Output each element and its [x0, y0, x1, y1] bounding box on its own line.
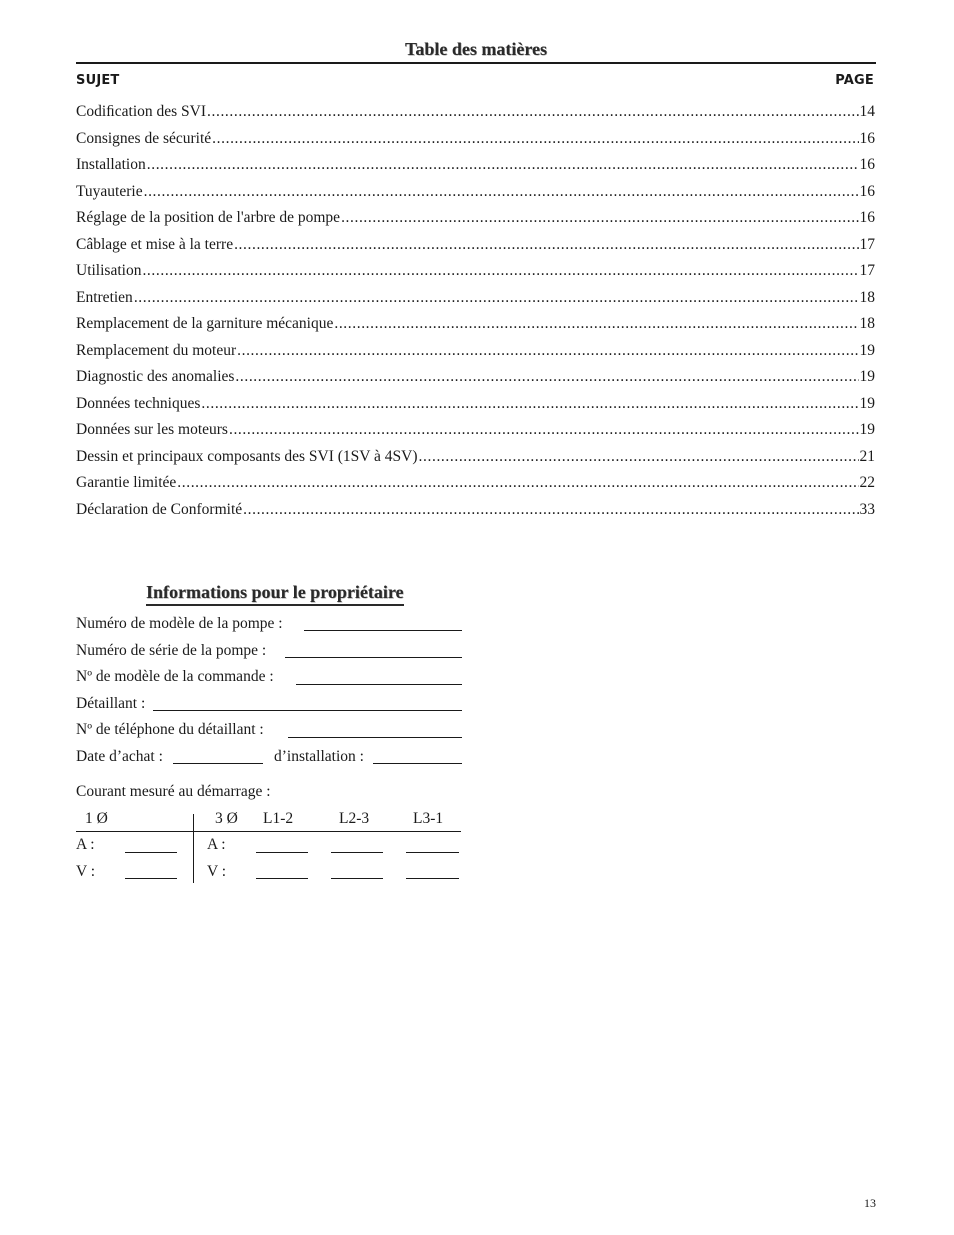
- toc-entry-label: Réglage de la position de l'arbre de pompe: [76, 209, 341, 226]
- toc-entry-page: 16: [859, 182, 875, 200]
- dealer-phone-field: [76, 721, 264, 739]
- toc-entry-page: 22: [859, 474, 875, 491]
- dealer-blank[interactable]: [153, 710, 462, 711]
- purchase-date-field: [76, 748, 163, 766]
- single-phase-amps-blank[interactable]: [125, 852, 177, 853]
- single-phase-volts-label: V :: [76, 863, 96, 880]
- amps-l23-blank[interactable]: [331, 852, 383, 853]
- toc-entry-page: 19: [859, 368, 875, 385]
- toc-leader: [144, 181, 859, 203]
- install-date-blank[interactable]: [373, 763, 462, 764]
- control-model-field: [76, 668, 274, 686]
- toc-entry-page: 16: [859, 209, 875, 226]
- dealer-field: [76, 695, 145, 713]
- toc-entry[interactable]: [76, 446, 875, 473]
- toc-leader: [212, 128, 858, 150]
- toc-leader: [419, 446, 859, 468]
- toc-entry[interactable]: [76, 101, 875, 128]
- single-phase-volts-blank[interactable]: [125, 878, 177, 879]
- toc-entry-page: 17: [859, 262, 875, 279]
- toc-entry-page: 16: [859, 129, 875, 147]
- dealer-label: Détaillant :: [76, 695, 146, 712]
- toc-leader: [243, 499, 858, 521]
- control-model-label: Nº de modèle de la commande :: [76, 668, 274, 685]
- toc-entry-label: Entretien: [76, 288, 133, 306]
- pump-serial-blank[interactable]: [285, 657, 462, 658]
- purchase-date-blank[interactable]: [173, 763, 263, 764]
- volts-l23-blank[interactable]: [331, 878, 383, 879]
- toc-entry-label: Garantie limitée: [76, 474, 177, 491]
- toc-entry[interactable]: [76, 207, 875, 234]
- toc-entry-label: Données techniques: [76, 394, 201, 412]
- toc-entry[interactable]: [76, 181, 875, 208]
- dealer-phone-label: Nº de téléphone du détaillant :: [76, 721, 264, 738]
- amps-l31-blank[interactable]: [406, 852, 459, 853]
- page-number: 13: [864, 1196, 876, 1210]
- current-table-divider: [193, 814, 194, 883]
- toc-column-page: PAGE: [835, 73, 874, 88]
- toc-entry-page: 19: [859, 421, 875, 438]
- toc-entry[interactable]: [76, 260, 875, 287]
- toc-entry[interactable]: [76, 472, 875, 499]
- toc-leader: [334, 313, 858, 335]
- toc-entry-label: Dessin et principaux composants des SVI (1SV à 4SV): [76, 447, 418, 465]
- toc-entry-label: Remplacement du moteur: [76, 341, 237, 359]
- toc-entry-label: Consignes de sécurité: [76, 129, 212, 147]
- toc-entry-label: Données sur les moteurs: [76, 421, 228, 438]
- toc-entry-page: 17: [859, 235, 875, 253]
- toc-entry-label: Câblage et mise à la terre: [76, 235, 234, 253]
- toc-list: [76, 101, 875, 525]
- toc-leader: [237, 340, 858, 362]
- current-table-header-rule: [76, 831, 461, 832]
- dealer-phone-blank[interactable]: [288, 737, 462, 738]
- pump-model-label: Numéro de modèle de la pompe :: [76, 615, 283, 632]
- toc-leader: [229, 419, 859, 441]
- toc-entry-page: 33: [859, 500, 875, 518]
- toc-leader: [142, 260, 858, 282]
- toc-entry[interactable]: [76, 313, 875, 340]
- toc-entry-label: Tuyauterie: [76, 182, 143, 200]
- toc-entry[interactable]: [76, 419, 875, 446]
- toc-entry[interactable]: [76, 393, 875, 420]
- three-phase-amps-label: A :: [207, 836, 226, 853]
- toc-leader: [134, 287, 859, 309]
- toc-column-subject: SUJET: [76, 73, 120, 88]
- toc-entry[interactable]: [76, 499, 875, 526]
- toc-leader: [341, 207, 858, 229]
- toc-entry-page: 19: [859, 341, 875, 359]
- three-phase-volts-label: V :: [207, 863, 227, 880]
- toc-leader: [177, 472, 858, 494]
- startup-current-label: Courant mesuré au démarrage :: [76, 783, 271, 800]
- toc-entry-page: 18: [859, 315, 875, 332]
- toc-entry-label: Codiﬁcation des SVI: [76, 103, 207, 120]
- pump-serial-field: [76, 642, 266, 660]
- toc-leader: [234, 234, 858, 256]
- volts-l31-blank[interactable]: [406, 878, 459, 879]
- toc-entry-page: 19: [859, 394, 875, 412]
- install-date-label: d’installation :: [274, 748, 364, 765]
- toc-leader: [207, 101, 858, 123]
- toc-entry[interactable]: [76, 340, 875, 367]
- l23-header: L2-3: [339, 810, 370, 827]
- toc-entry-page: 14: [859, 103, 875, 120]
- toc-entry[interactable]: [76, 128, 875, 155]
- control-model-blank[interactable]: [296, 684, 462, 685]
- toc-leader: [235, 366, 858, 388]
- three-phase-header: 3 Ø: [215, 810, 238, 827]
- pump-model-field: [76, 615, 283, 633]
- toc-entry-label: Installation: [76, 156, 146, 173]
- pump-model-blank[interactable]: [304, 630, 462, 631]
- toc-title: Table des matières: [405, 39, 547, 59]
- toc-entry-page: 16: [859, 156, 875, 173]
- toc-entry[interactable]: [76, 366, 875, 393]
- toc-entry-label: Utilisation: [76, 262, 142, 279]
- amps-l12-blank[interactable]: [256, 852, 308, 853]
- toc-entry-label: Diagnostic des anomalies: [76, 368, 235, 385]
- toc-entry[interactable]: [76, 287, 875, 314]
- toc-leader: [147, 154, 859, 176]
- volts-l12-blank[interactable]: [256, 878, 308, 879]
- owner-info-title: Informations pour le propriétaire: [146, 582, 404, 606]
- toc-entry-page: 21: [859, 447, 875, 465]
- toc-entry[interactable]: [76, 234, 875, 261]
- pump-serial-label: Numéro de série de la pompe :: [76, 642, 267, 659]
- l12-header: L1-2: [263, 810, 294, 827]
- single-phase-header: 1 Ø: [85, 810, 108, 827]
- purchase-date-label: Date d’achat :: [76, 748, 163, 765]
- toc-leader: [201, 393, 858, 415]
- l31-header: L3-1: [413, 810, 444, 827]
- toc-entry-label: Déclaration de Conformité: [76, 500, 243, 518]
- toc-entry[interactable]: [76, 154, 875, 181]
- single-phase-amps-label: A :: [76, 836, 95, 853]
- toc-entry-page: 18: [859, 288, 875, 306]
- toc-entry-label: Remplacement de la garniture mécanique: [76, 315, 334, 332]
- toc-divider: [76, 62, 876, 64]
